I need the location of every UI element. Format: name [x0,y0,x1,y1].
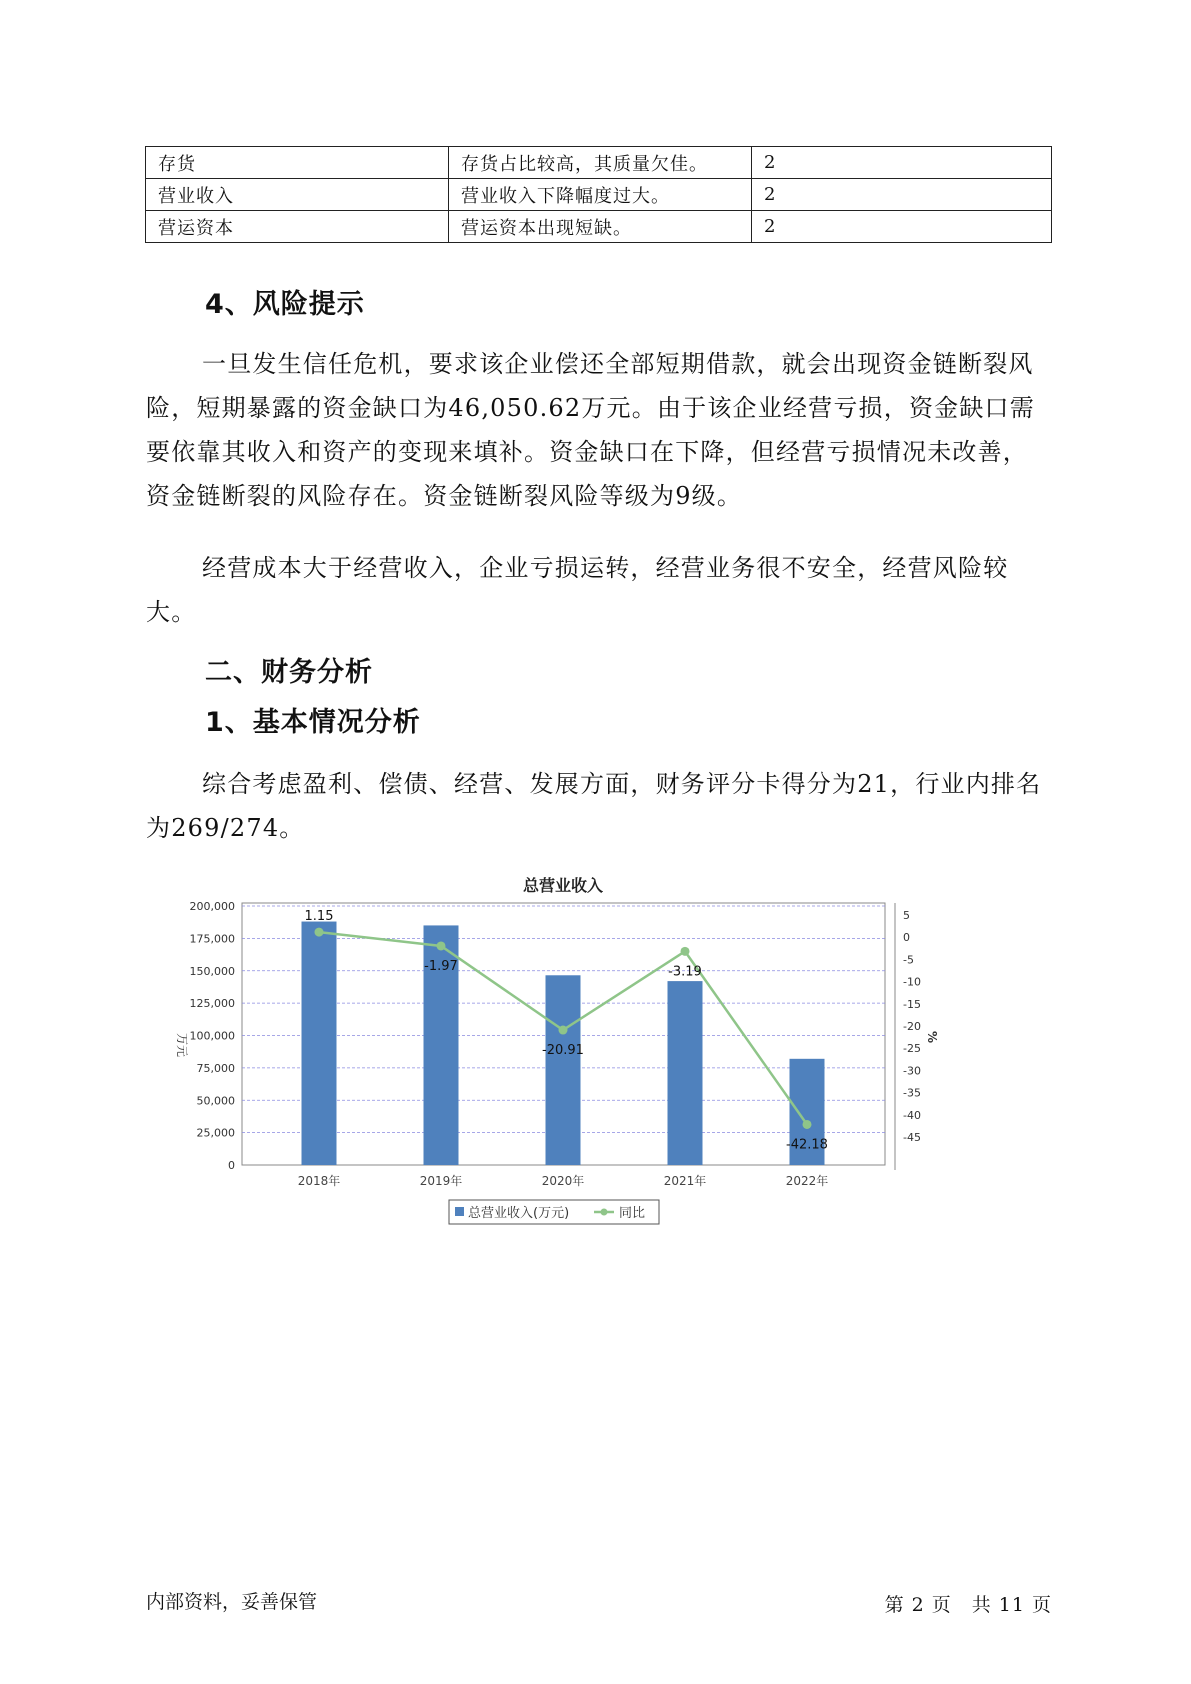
y-axis-label: 万元 [175,1033,189,1058]
bar [302,922,337,1165]
yoy-data-label: -1.97 [424,958,458,974]
risk-score-cell: 2 [752,211,1052,243]
legend-bar-swatch [455,1207,464,1216]
risk-item-cell: 营业收入 [146,179,449,211]
yoy-point [315,928,324,937]
y2-tick-label: -25 [903,1042,921,1056]
table-row [146,179,1052,211]
y-tick-label: 125,000 [189,997,235,1011]
bar [668,981,703,1165]
x-tick-label: 2018年 [297,1174,341,1188]
basic-analysis-heading: 1、基本情况分析 [205,707,421,738]
chart-title: 总营业收入 [522,876,604,895]
risk-paragraph-2: 经营成本大于经营收入，企业亏损运转，经营业务很不安全，经营风险较大。 [146,554,1009,626]
y-tick-label: 75,000 [196,1061,235,1075]
y2-tick-label: -20 [903,1020,921,1033]
yoy-point [437,941,446,950]
y2-tick-label: -45 [903,1131,921,1144]
y2-tick-label: -15 [903,997,921,1011]
risk-description-cell: 存货占比较高，其质量欠佳。 [449,147,752,179]
y-tick-label: 150,000 [189,964,235,978]
basic-analysis-paragraph: 综合考虑盈利、偿债、经营、发展方面，财务评分卡得分为21，行业内排名为269/274。 [146,770,1042,842]
y2-tick-label: -35 [903,1086,921,1100]
bar [546,975,581,1165]
y2-tick-label: -5 [903,953,914,967]
table-row [146,147,1052,179]
y-tick-label: 175,000 [189,932,235,946]
legend-bar-label: 总营业收入(万元) [468,1206,570,1221]
risk-item-cell: 存货 [146,147,449,179]
yoy-data-label: 1.15 [304,909,334,925]
legend-line-label: 同比 [619,1206,646,1221]
y2-tick-label: 0 [903,931,910,945]
y2-tick-label: -30 [903,1064,921,1078]
legend-line-marker [601,1209,608,1216]
revenue-chart [170,875,1030,1335]
risk-score-cell: 2 [752,147,1052,179]
y-tick-label: 200,000 [189,900,235,913]
risk-paragraph-1: 一旦发生信任危机，要求该企业偿还全部短期借款，就会出现资金链断裂风险，短期暴露的资金缺口为46,050.62万元。由于该企业经营亏损，资金缺口需要依靠其收入和资产的变现来填补。资金缺口在下降，但经营亏损情况未改善，资金链断裂的风险存在。资金链断裂风险等级为9级。 [146,350,1035,510]
y-tick-label: 0 [228,1159,235,1172]
x-tick-label: 2019年 [419,1174,463,1188]
x-tick-label: 2020年 [541,1174,585,1188]
yoy-point [803,1120,812,1129]
yoy-data-label: -42.18 [786,1137,828,1153]
y2-tick-label: -40 [903,1108,921,1122]
risk-table-body [146,147,1052,243]
finance-heading: 二、财务分析 [205,657,373,688]
risk-table [145,146,1052,243]
risk-description-cell: 营运资本出现短缺。 [449,211,752,243]
risk-score-cell: 2 [752,179,1052,211]
y2-axis-label: % [925,1031,939,1044]
footer-page-number: 第 2 页 共 11 页 [884,1594,1052,1616]
yoy-point [681,947,690,956]
y2-tick-label: 5 [903,909,910,922]
y-tick-label: 50,000 [196,1094,235,1108]
x-tick-label: 2021年 [663,1174,707,1188]
risk-description-cell: 营业收入下降幅度过大。 [449,179,752,211]
footer-confidential: 内部资料，妥善保管 [146,1591,318,1613]
yoy-data-label: -20.91 [542,1043,584,1059]
y-tick-label: 100,000 [189,1029,235,1043]
y2-tick-label: -10 [903,975,921,989]
risk-item-cell: 营运资本 [146,211,449,243]
x-tick-label: 2022年 [785,1174,829,1188]
table-row [146,211,1052,243]
risk-heading: 4、风险提示 [205,289,365,320]
yoy-point [559,1026,568,1035]
yoy-data-label: -3.19 [668,964,702,980]
y-tick-label: 25,000 [196,1126,235,1140]
